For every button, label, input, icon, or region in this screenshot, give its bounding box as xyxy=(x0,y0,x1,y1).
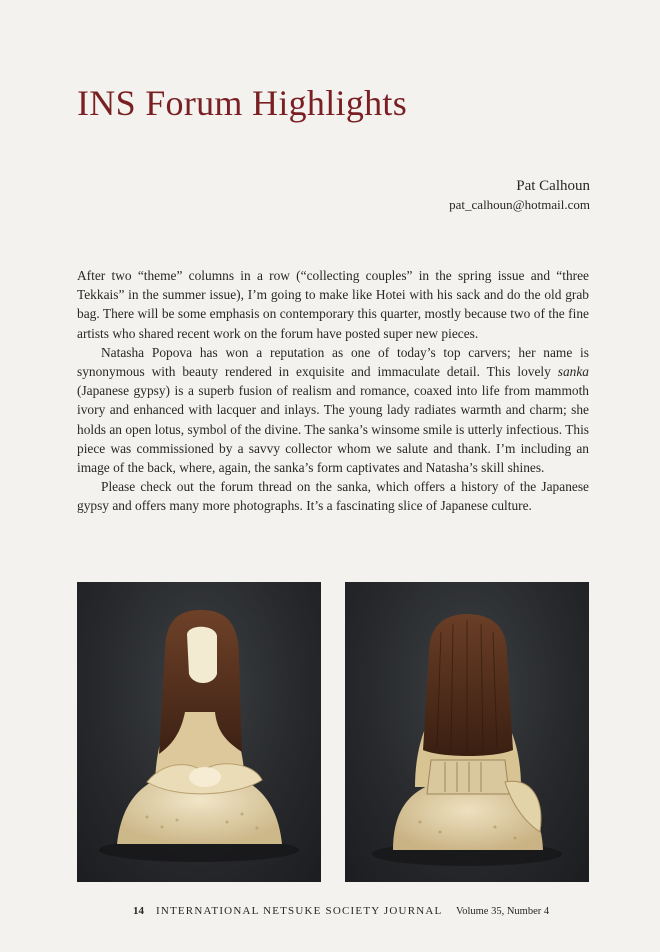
paragraph-2-text-a: Natasha Popova has won a reputation as one of today’s top carvers; her name is synonymous with beauty rendered in exquisite and immaculate detail. This lovely xyxy=(77,344,589,380)
byline xyxy=(449,176,590,214)
author-email: pat_calhoun@hotmail.com xyxy=(449,197,590,212)
page-footer xyxy=(133,905,549,917)
paragraph-1: After two “theme” columns in a row (“collecting couples” in the spring issue and “three Tekkais” in the summer issue), I’m going to make like Hotei with his sack and do the old grab bag. There will be some emphasis on contemporary this quarter, mostly because two of the fine artists who shared recent work on the forum have posted super new pieces. xyxy=(77,268,589,341)
author-name: Pat Calhoun xyxy=(516,178,590,194)
sanka-back-illustration xyxy=(345,582,589,882)
article-body xyxy=(77,266,589,516)
paragraph-3: Please check out the forum thread on the sanka, which offers a history of the Japanese gypsy and offers many more photographs. It’s a fascinating slice of Japanese culture. xyxy=(77,479,589,514)
sanka-back-photo xyxy=(345,582,589,882)
sanka-term: sanka xyxy=(557,364,589,380)
paragraph-2 xyxy=(77,343,589,477)
journal-name: INTERNATIONAL NETSUKE SOCIETY JOURNAL xyxy=(155,905,443,917)
article-title: INS Forum Highlights xyxy=(77,83,408,123)
page-number: 14 xyxy=(133,905,144,917)
sanka-front-photo xyxy=(77,582,321,882)
paragraph-2-text-b: (Japanese gypsy) is a superb fusion of realism and romance, coaxed into life from mammoth ivory and enhanced with lacquer and inlays. The young lady radiates warmth and charm; she holds an open lotus, symbol of the divine. The sanka’s winsome smile is utterly infectious. This piece was commissioned by a savvy collector whom we salute and thank. I’m including an image of the back, where, again, the sanka’s form captivates and Natasha’s skill shines. xyxy=(77,383,590,476)
volume-info: Volume 35, Number 4 xyxy=(455,906,550,917)
sanka-front-illustration xyxy=(77,582,321,882)
